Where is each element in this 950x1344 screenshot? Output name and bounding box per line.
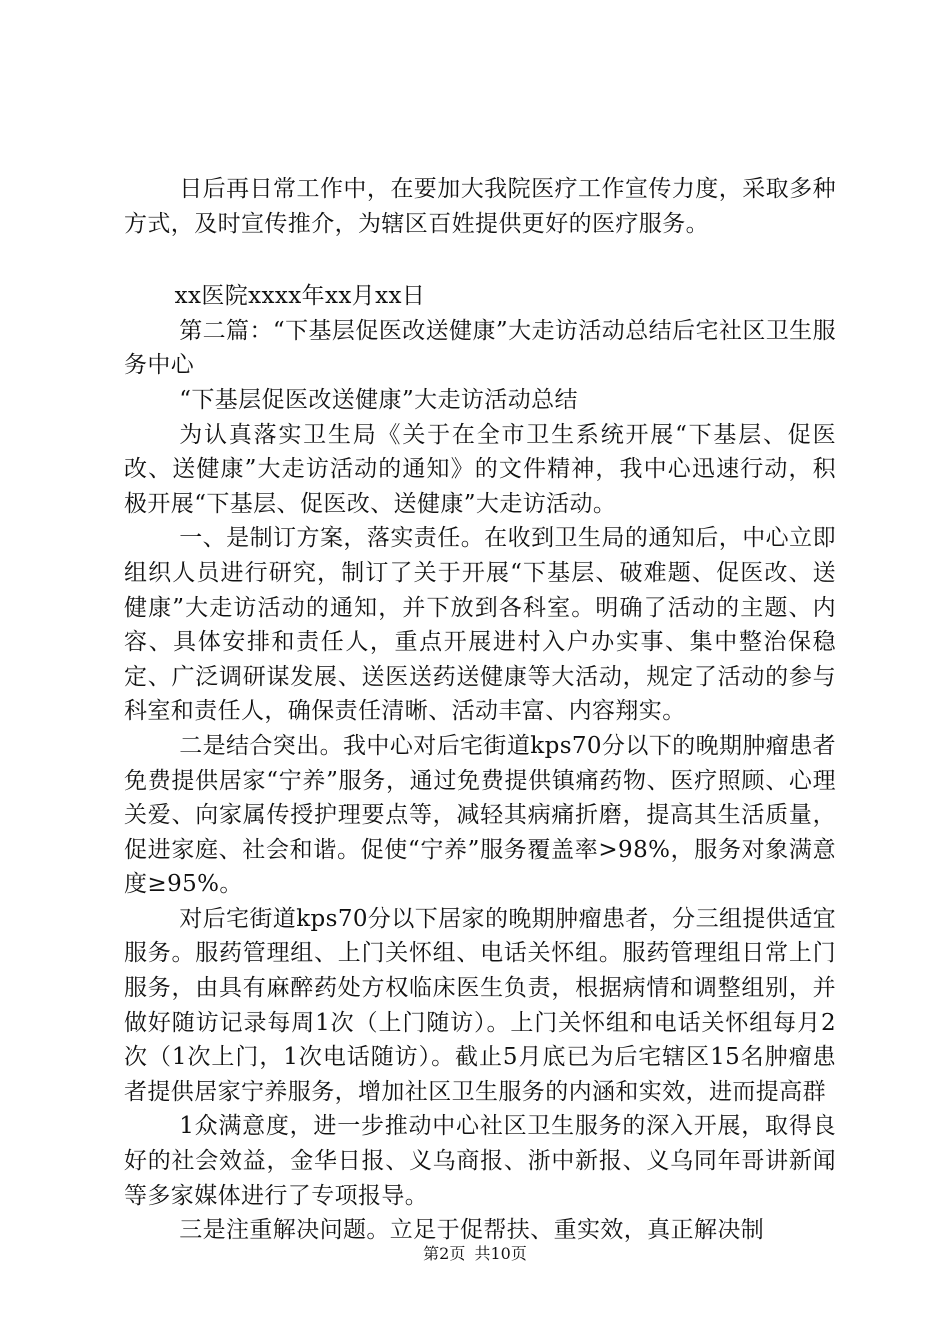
page-number: 第2页 bbox=[423, 1244, 466, 1263]
page-total: 共10页 bbox=[474, 1244, 527, 1263]
paragraph-point-two: 二是结合突出。我中心对后宅街道kps70分以下的晚期肿瘤患者免费提供居家“宁养”服务，通过免费提供镇痛药物、医疗照顾、心理关爱、向家属传授护理要点等，减轻其病痛折磨，提高其生活质量，促进家庭、社会和谐。促使“宁养”服务覆盖率>98%，服务对象满意度≥95%。 bbox=[124, 732, 836, 898]
page-footer bbox=[0, 1243, 950, 1265]
paragraph-media: 1众满意度，进一步推动中心社区卫生服务的深入开展，取得良好的社会效益，金华日报、义乌商报、浙中新报、义乌同年哥讲新闻等多家媒体进行了专项报导。 bbox=[124, 1113, 836, 1209]
paragraph-point-three: 三是注重解决问题。立足于促帮扶、重实效，真正解决制 bbox=[179, 1217, 765, 1244]
paragraph-closing: 日后再日常工作中，在要加大我院医疗工作宣传力度，采取多种方式，及时宣传推介，为辖区百姓提供更好的医疗服务。 bbox=[124, 176, 836, 237]
document-body bbox=[124, 172, 836, 1248]
paragraph-point-one: 一、是制订方案，落实责任。在收到卫生局的通知后，中心立即组织人员进行研究，制订了关于开展“下基层、破难题、促医改、送健康”大走访活动的通知，并下放到各科室。明确了活动的主题、内容、具体安排和责任人，重点开展进村入户办实事、集中整治保稳定、广泛调研谋发展、送医送药送健康等大活动，规定了活动的参与科室和责任人，确保责任清晰、活动丰富、内容翔实。 bbox=[124, 525, 836, 725]
paragraph-intro: 为认真落实卫生局《关于在全市卫生系统开展“下基层、促医改、送健康”大走访活动的通知》的文件精神，我中心迅速行动，积极开展“下基层、促医改、送健康”大走访活动。 bbox=[124, 421, 836, 517]
signature-line: xx医院xxxx年xx月xx日 bbox=[174, 283, 426, 310]
paragraph-service-groups: 对后宅街道kps70分以下居家的晚期肿瘤患者，分三组提供适宜服务。服药管理组、上门关怀组、电话关怀组。服药管理组日常上门服务，由具有麻醉药处方权临床医生负责，根据病情和调整组别，并做好随访记录每周1次（上门随访）。上门关怀组和电话关怀组每月2次（1次上门，1次电话随访）。截止5月底已为后宅辖区15名肿瘤患者提供居家宁养服务，增加社区卫生服务的内涵和实效，进而提高群 bbox=[124, 905, 836, 1105]
paragraph-gap bbox=[124, 241, 836, 279]
section-heading: 第二篇：“下基层促医改送健康”大走访活动总结后宅社区卫生服务中心 bbox=[124, 317, 836, 379]
section-subtitle: “下基层促医改送健康”大走访活动总结 bbox=[179, 386, 578, 413]
